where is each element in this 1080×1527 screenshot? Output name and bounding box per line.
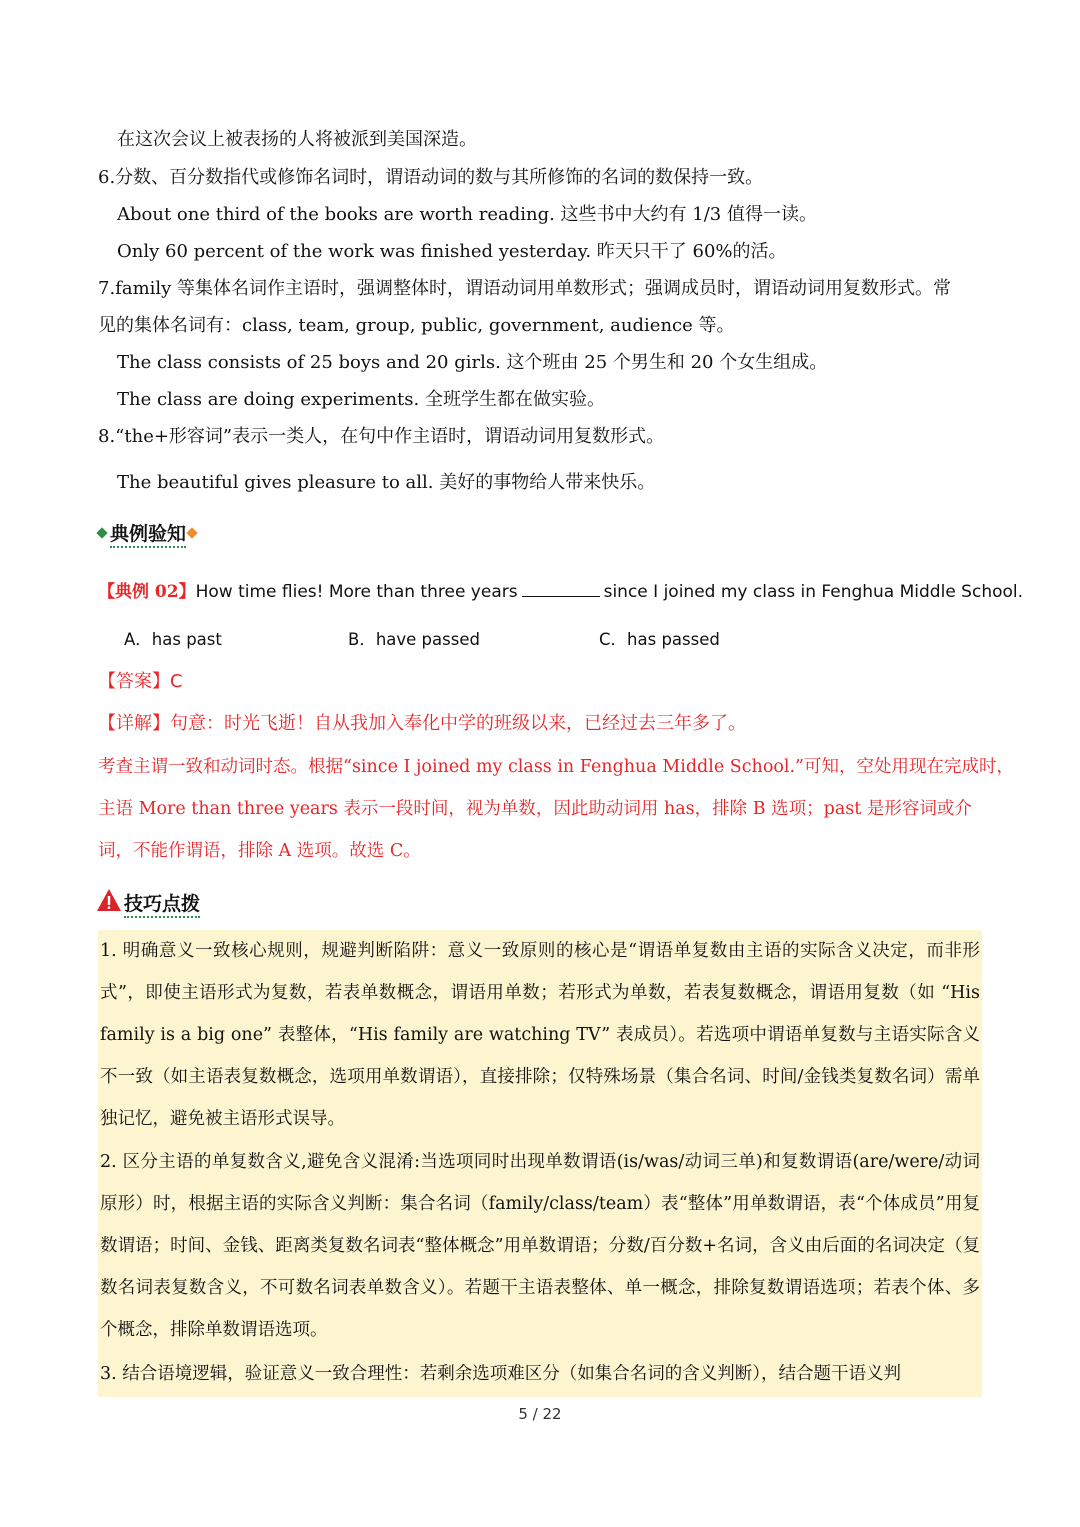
answer-label: 【答案】	[98, 671, 170, 692]
example-sentence: About one third of the books are worth reading. 这些书中大约有 1/3 值得一读。	[117, 204, 817, 225]
question-text-after: since I joined my class in Fenghua Middle School.	[603, 582, 1024, 602]
example-sentence: The class are doing experiments. 全班学生都在做实验。	[117, 389, 605, 410]
option-letter: A．	[124, 630, 152, 649]
example-heading	[96, 522, 200, 546]
option-text: have passed	[375, 630, 480, 649]
option-text: has passed	[627, 630, 720, 649]
explanation-line-1	[98, 712, 746, 736]
diamond-icon	[186, 527, 197, 538]
tips-heading	[96, 888, 200, 920]
page-number: 5 / 22	[518, 1405, 562, 1423]
tip-1: 1. 明确意义一致核心规则，规避判断陷阱：意义一致原则的核心是“谓语单复数由主语的实际含义决定，而非形式”，即使主语形式为复数，若表单数概念，谓语用单数；若形式为单数，若表复数概念，谓语用复数（如 “His family is a big one” 表整体，“His family are watching TV” 表成员）。若选项中谓语单复数与主语实际含义不一致（如主语表复数概念，选项用单数谓语），直接排除；仅特殊场景（集合名词、时间/金钱类复数名词）需单独记忆，避免被主语形式误导。	[100, 941, 980, 1129]
option-c	[599, 628, 720, 652]
rule-8: 8.“the+形容词”表示一类人，在句中作主语时，谓语动词用复数形式。	[98, 426, 665, 447]
option-letter: B．	[348, 630, 376, 649]
explanation-line-4: 词，不能作谓语，排除 A 选项。故选 C。	[98, 841, 421, 861]
tip-3: 3. 结合语境逻辑，验证意义一致合理性：若剩余选项难区分（如集合名词的含义判断），结合题干语义判	[100, 1364, 902, 1384]
explanation-text: 句意：时光飞逝！自从我加入奉化中学的班级以来，已经过去三年多了。	[170, 713, 746, 734]
diamond-icon	[96, 527, 107, 538]
answer-blank	[522, 578, 600, 597]
rule-7-cont: 见的集体名词有：class, team, group, public, government, audience 等。	[98, 315, 735, 336]
question-text-before: How time flies! More than three years	[195, 582, 518, 602]
explanation-label: 【详解】	[98, 713, 170, 734]
answer-line	[98, 670, 183, 694]
warning-icon	[96, 888, 122, 920]
rule-7: 7.family 等集体名词作主语时，强调整体时，谓语动词用单数形式；强调成员时，谓语动词用复数形式。常	[98, 278, 952, 299]
example-sentence: The beautiful gives pleasure to all. 美好的事物给人带来快乐。	[117, 472, 656, 493]
option-letter: C．	[599, 630, 628, 649]
tips-heading-text: 技巧点拨	[124, 893, 200, 918]
tip-2: 2. 区分主语的单复数含义,避免含义混淆:当选项同时出现单数谓语(is/was/动词三单)和复数谓语(are/were/动词原形）时，根据主语的实际含义判断：集合名词（family/class/team）表“整体”用单数谓语，表“个体成员”用复数谓语；时间、金钱、距离类复数名词表“整体概念”用单数谓语；分数/百分数+名词，含义由后面的名词决定（复数名词表复数含义，不可数名词表单数含义）。若题干主语表整体、单一概念，排除复数谓语选项；若表个体、多个概念，排除单数谓语选项。	[100, 1152, 980, 1340]
option-text: has past	[151, 630, 222, 649]
explanation-line-2: 考查主谓一致和动词时态。根据“since I joined my class in Fenghua Middle School.”可知，空处用现在完成时，	[98, 757, 1014, 777]
example-sentence: The class consists of 25 boys and 20 girls. 这个班由 25 个男生和 20 个女生组成。	[117, 352, 828, 373]
rule-6: 6.分数、百分数指代或修饰名词时，谓语动词的数与其所修饰的名词的数保持一致。	[98, 167, 764, 188]
answer-value: C	[170, 671, 183, 692]
example-sentence: Only 60 percent of the work was finished yesterday. 昨天只干了 60%的活。	[117, 241, 787, 262]
example-tag: 【典例 02】	[98, 582, 196, 602]
explanation-line-3: 主语 More than three years 表示一段时间，视为单数，因此助动词用 has，排除 B 选项；past 是形容词或介	[98, 799, 972, 819]
option-b	[348, 628, 480, 652]
example-heading-text: 典例验知	[110, 523, 186, 548]
example-question	[98, 578, 1023, 604]
text-line: 在这次会议上被表扬的人将被派到美国深造。	[117, 129, 477, 150]
option-a	[124, 628, 222, 652]
